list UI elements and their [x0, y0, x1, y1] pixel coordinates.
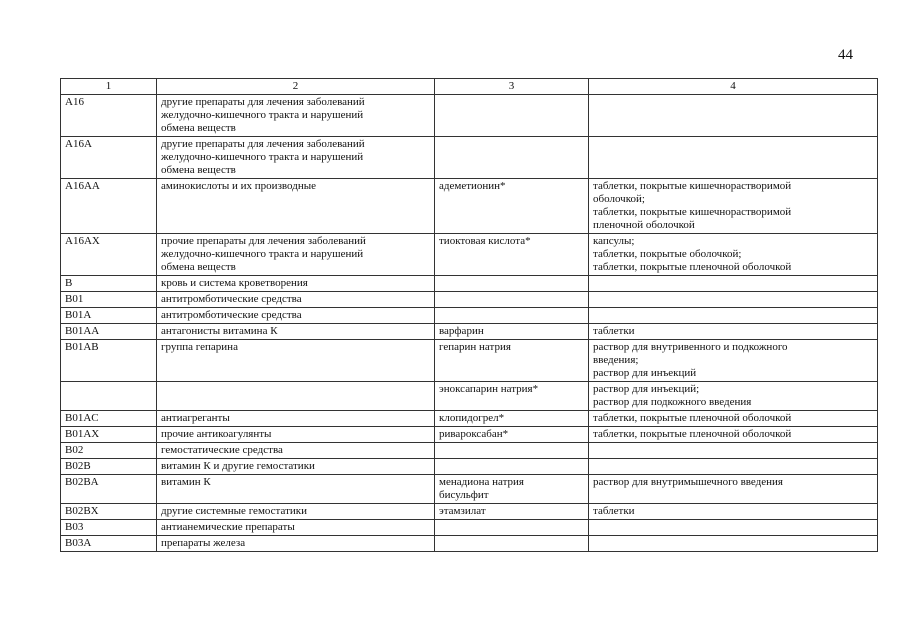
drug-name-cell	[435, 411, 589, 427]
group-name-line: прочие препараты для лечения заболеваний	[161, 235, 366, 247]
drug-name-cell	[435, 324, 589, 340]
drug-name-cell	[435, 179, 589, 234]
drug-name-line: бисульфит	[439, 489, 489, 501]
drug-name-cell	[435, 308, 589, 324]
group-name-cell	[157, 308, 435, 324]
column-header-3: 3	[435, 79, 589, 95]
atc-code-cell: B	[61, 276, 157, 292]
drug-name-cell	[435, 504, 589, 520]
drug-name-cell	[435, 475, 589, 504]
drug-name-line: менадиона натрия	[439, 476, 524, 488]
atc-code-cell: B01AC	[61, 411, 157, 427]
table-row	[61, 179, 878, 234]
atc-code-cell: B02BA	[61, 475, 157, 504]
atc-code-cell: A16A	[61, 137, 157, 179]
group-name-line: антитромботические средства	[161, 293, 302, 305]
group-name-line: кровь и система кроветворения	[161, 277, 308, 289]
group-name-cell	[157, 427, 435, 443]
table-row	[61, 427, 878, 443]
dosage-form-cell	[589, 292, 878, 308]
table-row	[61, 504, 878, 520]
group-name-cell	[157, 475, 435, 504]
table-row	[61, 411, 878, 427]
dosage-form-line: введения;	[593, 354, 639, 366]
atc-code-cell: B02B	[61, 459, 157, 475]
drug-name-cell	[435, 340, 589, 382]
group-name-line: желудочно-кишечного тракта и нарушений	[161, 248, 364, 260]
group-name-cell	[157, 95, 435, 137]
atc-code-cell: B01A	[61, 308, 157, 324]
drug-name-line: эноксапарин натрия*	[439, 383, 539, 395]
group-name-cell	[157, 234, 435, 276]
dosage-form-cell	[589, 411, 878, 427]
drug-name-cell	[435, 292, 589, 308]
dosage-form-line: раствор для инъекций;	[593, 383, 700, 395]
table-row	[61, 459, 878, 475]
drug-name-line: ривароксабан*	[439, 428, 509, 440]
dosage-form-cell	[589, 459, 878, 475]
drug-name-line: варфарин	[439, 325, 484, 337]
atc-code-cell: B02	[61, 443, 157, 459]
dosage-form-line: таблетки	[593, 505, 635, 517]
drug-name-cell	[435, 536, 589, 552]
table-row	[61, 308, 878, 324]
group-name-line: антиагреганты	[161, 412, 230, 424]
atc-code-cell: B01AA	[61, 324, 157, 340]
group-name-line: антитромботические средства	[161, 309, 302, 321]
group-name-cell	[157, 340, 435, 382]
group-name-line: обмена веществ	[161, 261, 236, 273]
drug-name-cell	[435, 520, 589, 536]
column-header-2: 2	[157, 79, 435, 95]
group-name-line: антианемические препараты	[161, 521, 295, 533]
table-row	[61, 137, 878, 179]
group-name-line: витамин К	[161, 476, 211, 488]
table-row	[61, 536, 878, 552]
atc-code-cell: A16AX	[61, 234, 157, 276]
group-name-line: другие препараты для лечения заболеваний	[161, 96, 365, 108]
atc-code-cell: B01	[61, 292, 157, 308]
atc-code-cell: A16	[61, 95, 157, 137]
group-name-line: прочие антикоагулянты	[161, 428, 272, 440]
atc-code-cell: A16AA	[61, 179, 157, 234]
group-name-line: препараты железа	[161, 537, 246, 549]
dosage-form-line: пленочной оболочкой	[593, 219, 695, 231]
group-name-cell	[157, 137, 435, 179]
drug-classification-table	[60, 78, 878, 552]
dosage-form-cell	[589, 234, 878, 276]
dosage-form-cell	[589, 520, 878, 536]
atc-code-cell: B03	[61, 520, 157, 536]
dosage-form-cell	[589, 427, 878, 443]
dosage-form-cell	[589, 504, 878, 520]
drug-name-line: тиоктовая кислота*	[439, 235, 531, 247]
group-name-cell	[157, 459, 435, 475]
atc-code-cell: B01AX	[61, 427, 157, 443]
drug-name-cell	[435, 137, 589, 179]
table-row	[61, 443, 878, 459]
dosage-form-cell	[589, 308, 878, 324]
group-name-cell	[157, 324, 435, 340]
table-row	[61, 382, 878, 411]
group-name-line: желудочно-кишечного тракта и нарушений	[161, 109, 364, 121]
page-number: 44	[838, 47, 853, 63]
dosage-form-line: раствор для внутривенного и подкожного	[593, 341, 788, 353]
group-name-line: гемостатические средства	[161, 444, 283, 456]
group-name-cell	[157, 520, 435, 536]
group-name-line: аминокислоты и их производные	[161, 180, 316, 192]
drug-name-line: адеметионин*	[439, 180, 506, 192]
group-name-cell	[157, 443, 435, 459]
dosage-form-cell	[589, 137, 878, 179]
dosage-form-line: таблетки, покрытые кишечнорастворимой	[593, 206, 792, 218]
dosage-form-line: раствор для инъекций	[593, 367, 697, 379]
dosage-form-line: капсулы;	[593, 235, 635, 247]
table-row	[61, 324, 878, 340]
group-name-line: обмена веществ	[161, 122, 236, 134]
table-header-row	[61, 79, 878, 95]
table-row	[61, 340, 878, 382]
group-name-line: обмена веществ	[161, 164, 236, 176]
group-name-line: другие препараты для лечения заболеваний	[161, 138, 365, 150]
group-name-cell	[157, 179, 435, 234]
dosage-form-line: таблетки, покрытые кишечнорастворимой	[593, 180, 792, 192]
group-name-line: группа гепарина	[161, 341, 238, 353]
column-header-4: 4	[589, 79, 878, 95]
group-name-cell	[157, 276, 435, 292]
group-name-line: желудочно-кишечного тракта и нарушений	[161, 151, 364, 163]
drug-name-cell	[435, 427, 589, 443]
dosage-form-cell	[589, 276, 878, 292]
table-row	[61, 234, 878, 276]
atc-code-cell	[61, 382, 157, 411]
dosage-form-line: таблетки, покрытые пленочной оболочкой	[593, 412, 792, 424]
drug-name-line: клопидогрел*	[439, 412, 505, 424]
dosage-form-line: раствор для внутримышечного введения	[593, 476, 783, 488]
group-name-cell	[157, 504, 435, 520]
dosage-form-line: раствор для подкожного введения	[593, 396, 752, 408]
drug-name-cell	[435, 382, 589, 411]
dosage-form-line: оболочкой;	[593, 193, 645, 205]
dosage-form-cell	[589, 475, 878, 504]
column-header-1: 1	[61, 79, 157, 95]
group-name-line: витамин К и другие гемостатики	[161, 460, 315, 472]
dosage-form-line: таблетки, покрытые оболочкой;	[593, 248, 742, 260]
group-name-line: другие системные гемостатики	[161, 505, 308, 517]
group-name-line: антагонисты витамина К	[161, 325, 278, 337]
drug-name-line: гепарин натрия	[439, 341, 511, 353]
table-row	[61, 475, 878, 504]
drug-name-cell	[435, 95, 589, 137]
drug-name-cell	[435, 459, 589, 475]
dosage-form-line: таблетки, покрытые пленочной оболочкой	[593, 261, 792, 273]
dosage-form-line: таблетки	[593, 325, 635, 337]
table-row	[61, 95, 878, 137]
table-row	[61, 520, 878, 536]
drug-name-cell	[435, 276, 589, 292]
dosage-form-cell	[589, 340, 878, 382]
group-name-cell	[157, 536, 435, 552]
dosage-form-cell	[589, 179, 878, 234]
drug-name-cell	[435, 234, 589, 276]
drug-name-line: этамзилат	[439, 505, 486, 517]
drug-name-cell	[435, 443, 589, 459]
dosage-form-line: таблетки, покрытые пленочной оболочкой	[593, 428, 792, 440]
group-name-cell	[157, 411, 435, 427]
dosage-form-cell	[589, 536, 878, 552]
table-row	[61, 292, 878, 308]
atc-code-cell: B01AB	[61, 340, 157, 382]
dosage-form-cell	[589, 324, 878, 340]
atc-code-cell: B02BX	[61, 504, 157, 520]
dosage-form-cell	[589, 382, 878, 411]
group-name-cell	[157, 382, 435, 411]
group-name-cell	[157, 292, 435, 308]
atc-code-cell: B03A	[61, 536, 157, 552]
table-row	[61, 276, 878, 292]
dosage-form-cell	[589, 95, 878, 137]
dosage-form-cell	[589, 443, 878, 459]
